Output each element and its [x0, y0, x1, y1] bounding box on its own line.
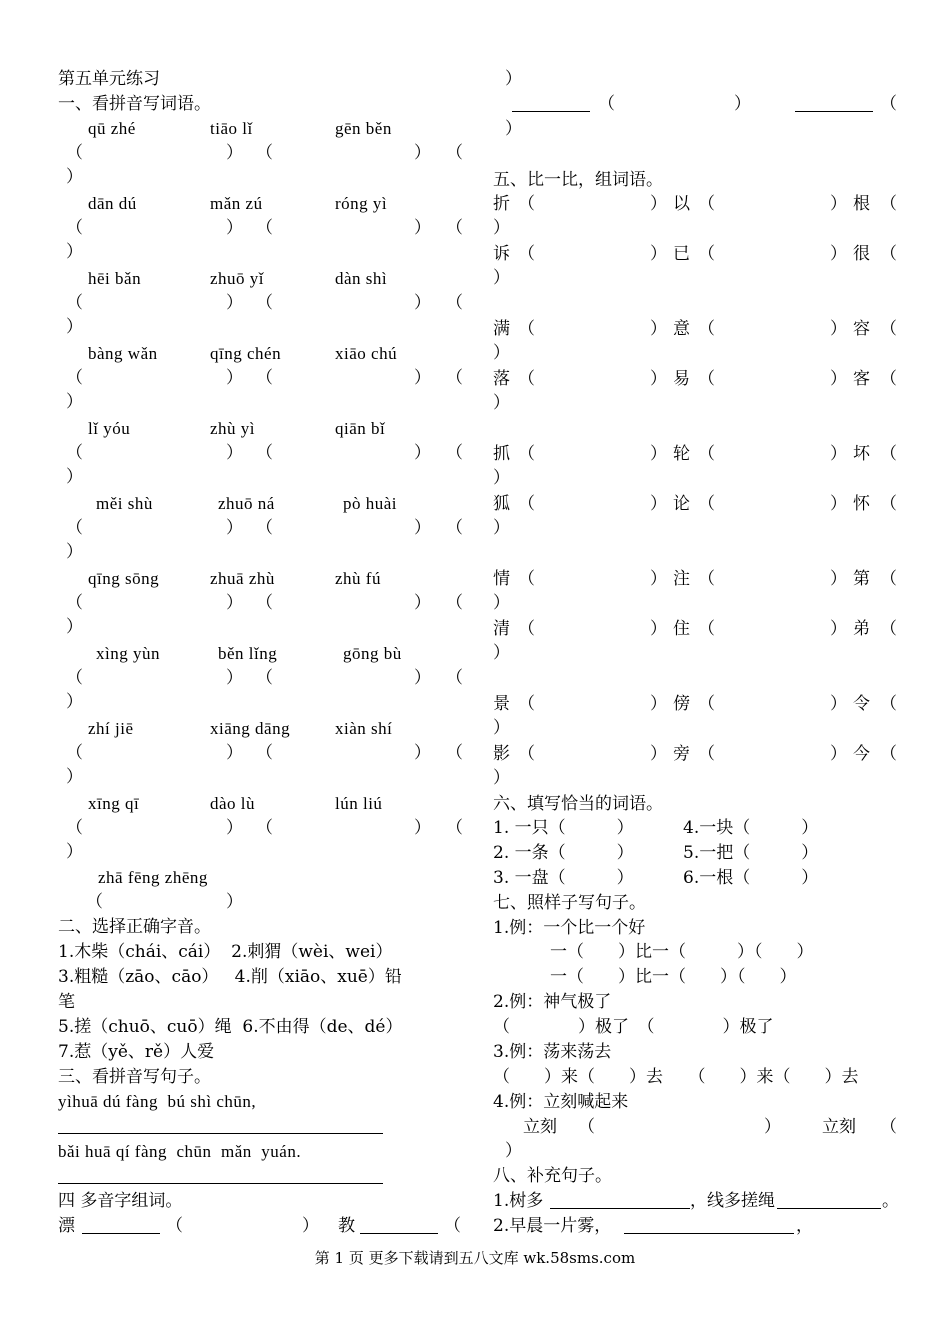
compare-char: 清 — [493, 619, 510, 639]
bracket-close: ） — [66, 542, 83, 562]
sentence-answer-line[interactable] — [550, 1208, 690, 1209]
bracket-close: ） — [66, 692, 83, 712]
bracket-open: （ — [446, 518, 463, 538]
bracket-open: （ — [880, 94, 897, 114]
measure-word-item: 1. 一只（ ） — [493, 818, 634, 838]
bracket-close: ） — [414, 443, 431, 463]
bracket-close: ） — [650, 569, 667, 589]
bracket-close: ） — [66, 617, 83, 637]
bracket-open: （ — [66, 443, 83, 463]
bracket-open: （ — [698, 244, 715, 264]
bracket-close: ） — [414, 218, 431, 238]
bracket-close: ） — [650, 494, 667, 514]
bracket-close: ） — [493, 518, 510, 538]
bracket-close: ） — [493, 593, 510, 613]
bracket-open: （ — [698, 369, 715, 389]
compare-char: 今 — [853, 744, 870, 764]
fill-sentence: 1.树多 — [493, 1191, 544, 1211]
pinyin-prompt: xìng yùn — [96, 644, 160, 663]
compare-char: 以 — [673, 194, 690, 214]
bracket-open: （ — [446, 293, 463, 313]
pinyin-prompt: dào lù — [210, 794, 256, 813]
compare-char: 第 — [853, 569, 870, 589]
bracket-open: （ — [256, 443, 273, 463]
polyphone-answer-line[interactable] — [795, 111, 873, 112]
bracket-close: ） — [650, 319, 667, 339]
bracket-close: ） — [493, 218, 510, 238]
bracket-close: ） — [226, 518, 243, 538]
pinyin-prompt: zhā fēng zhēng — [98, 868, 208, 887]
bracket-close: ） — [226, 668, 243, 688]
choice-line: 笔 — [58, 992, 75, 1012]
bracket-open: （ — [698, 569, 715, 589]
fill-sentence: ，线多搓绳 — [690, 1191, 775, 1211]
fill-sentence: 。 — [882, 1191, 899, 1211]
bracket-close: ） — [302, 1216, 319, 1236]
pinyin-prompt: zhuā zhù — [210, 569, 275, 588]
bracket-open: （ — [66, 518, 83, 538]
bracket-open: （ — [698, 444, 715, 464]
compare-char: 情 — [493, 569, 510, 589]
bracket-open: （ — [446, 668, 463, 688]
bracket-open: （ — [880, 194, 897, 214]
sentence-pinyin: bǎi huā qí fàng chūn mǎn yuán. — [58, 1142, 302, 1161]
bracket-close: ） — [66, 242, 83, 262]
bracket-open: （ — [446, 818, 463, 838]
pinyin-prompt: xiāng dāng — [210, 719, 291, 738]
bracket-close: ） — [650, 619, 667, 639]
bracket-open: （ — [698, 494, 715, 514]
section-4-heading: 四 多音字组词。 — [58, 1191, 183, 1211]
bracket-close: ） — [830, 194, 847, 214]
compare-char: 景 — [493, 694, 510, 714]
compare-char: 落 — [493, 369, 510, 389]
pattern-line: （ ）极了 （ ）极了 — [493, 1017, 774, 1037]
compare-char: 抓 — [493, 444, 510, 464]
pinyin-prompt: pò huài — [343, 494, 398, 513]
pinyin-prompt: zhù yì — [210, 419, 256, 438]
polyphone-answer-line[interactable] — [360, 1233, 438, 1234]
bracket-open: （ — [446, 143, 463, 163]
pinyin-prompt: dān dú — [88, 194, 137, 213]
bracket-open: （ — [66, 668, 83, 688]
bracket-close: ） — [414, 668, 431, 688]
bracket-open: （ — [86, 892, 103, 912]
bracket-close: ） — [493, 393, 510, 413]
pinyin-prompt: xiāo chú — [335, 344, 398, 363]
sentence-pinyin: yìhuā dú fàng bú shì chūn, — [58, 1092, 257, 1111]
pinyin-prompt: gōng bù — [343, 644, 402, 663]
bracket-open: （ — [518, 694, 535, 714]
polyphone-char: 漂 — [58, 1216, 75, 1236]
pinyin-prompt: xiàn shí — [335, 719, 393, 738]
choice-line: 7.惹（yě、rě）人爱 — [58, 1042, 215, 1062]
bracket-open: （ — [518, 194, 535, 214]
compare-char: 折 — [493, 194, 510, 214]
pinyin-prompt: qū zhé — [88, 119, 136, 138]
compare-char: 住 — [673, 619, 690, 639]
compare-char: 满 — [493, 319, 510, 339]
fill-sentence: ， — [796, 1216, 813, 1236]
bracket-open: （ — [66, 293, 83, 313]
bracket-close: ） — [226, 818, 243, 838]
bracket-open: （ — [446, 593, 463, 613]
section-2-heading: 二、选择正确字音。 — [58, 917, 211, 937]
section-6-heading: 六、填写恰当的词语。 — [493, 794, 663, 814]
bracket-close: ） — [650, 744, 667, 764]
bracket-close: ） — [66, 317, 83, 337]
pinyin-prompt: zhí jiē — [88, 719, 134, 738]
bracket-open: （ — [66, 593, 83, 613]
bracket-close: ） — [414, 143, 431, 163]
pinyin-prompt: lún liú — [335, 794, 383, 813]
pinyin-prompt: dàn shì — [335, 269, 388, 288]
pinyin-prompt: bàng wǎn — [88, 344, 158, 363]
bracket-open: （ — [880, 619, 897, 639]
bracket-close: ） — [226, 743, 243, 763]
bracket-open: （ — [446, 443, 463, 463]
bracket-close: ） — [830, 319, 847, 339]
choice-line: 5.搓（chuō、cuō）绳 6.不由得（de、dé） — [58, 1017, 403, 1037]
bracket-close: ） — [830, 244, 847, 264]
example-line: 4.例：立刻喊起来 — [493, 1092, 629, 1112]
compare-char: 旁 — [673, 744, 690, 764]
pinyin-prompt: gēn běn — [335, 119, 392, 138]
bracket-open: （ — [66, 218, 83, 238]
compare-char: 狐 — [493, 494, 510, 514]
pinyin-prompt: měi shù — [96, 494, 153, 513]
bracket-open: （ — [880, 369, 897, 389]
bracket-close: ） — [414, 743, 431, 763]
compare-char: 客 — [853, 369, 870, 389]
bracket-open: （ — [880, 494, 897, 514]
bracket-close: ） — [226, 218, 243, 238]
section-3-heading: 三、看拼音写句子。 — [58, 1067, 211, 1087]
bracket-close: ） — [493, 718, 510, 738]
compare-char: 坏 — [853, 444, 870, 464]
compare-char: 傍 — [673, 694, 690, 714]
fill-sentence: 2.早晨一片雾， — [493, 1216, 612, 1236]
bracket-open: （ — [518, 444, 535, 464]
bracket-open: （ — [444, 1216, 461, 1236]
bracket-open: （ — [880, 694, 897, 714]
bracket-close: ） — [493, 768, 510, 788]
bracket-close: ） — [66, 842, 83, 862]
pinyin-prompt: qiān bǐ — [335, 419, 386, 438]
measure-word-item: 4.一块（ ） — [683, 818, 819, 838]
compare-char: 很 — [853, 244, 870, 264]
bracket-open: （ — [518, 569, 535, 589]
pinyin-prompt: qīng chén — [210, 344, 282, 363]
bracket-open: （ — [880, 569, 897, 589]
measure-word-item: 3. 一盘（ ） — [493, 868, 634, 888]
bracket-open: （ — [698, 194, 715, 214]
compare-char: 意 — [673, 319, 690, 339]
bracket-close: ） — [226, 143, 243, 163]
bracket-open: （ — [256, 143, 273, 163]
bracket-open: （ — [256, 293, 273, 313]
bracket-close: ） — [650, 444, 667, 464]
bracket-open: （ — [880, 244, 897, 264]
pinyin-prompt: hēi bǎn — [88, 269, 142, 288]
bracket-close: ） — [650, 194, 667, 214]
measure-word-item: 5.一把（ ） — [683, 843, 819, 863]
bracket-close: ） — [414, 293, 431, 313]
bracket-open: （ — [518, 744, 535, 764]
bracket-close: ） — [226, 293, 243, 313]
pinyin-prompt: tiāo lǐ — [210, 119, 253, 138]
bracket-close: ） — [66, 467, 83, 487]
bracket-close: ） — [493, 268, 510, 288]
bracket-close: ） — [830, 369, 847, 389]
bracket-open: （ — [446, 218, 463, 238]
pinyin-prompt: zhù fú — [335, 569, 381, 588]
bracket-close: ） — [650, 369, 667, 389]
bracket-open: （ — [66, 818, 83, 838]
bracket-close: ） — [226, 368, 243, 388]
page-footer: 第 1 页 更多下载请到五八文库 wk.58sms.com — [314, 1249, 636, 1267]
bracket-open: （ — [698, 619, 715, 639]
polyphone-answer-line[interactable] — [82, 1233, 160, 1234]
sentence-answer-line[interactable] — [58, 1133, 383, 1134]
bracket-open: （ — [166, 1216, 183, 1236]
page-title: 第五单元练习 — [58, 69, 160, 89]
compare-char: 怀 — [853, 494, 870, 514]
bracket-open: （ — [256, 368, 273, 388]
bracket-open: （ — [256, 218, 273, 238]
bracket-open: （ — [880, 1117, 897, 1137]
bracket-close: ） — [505, 69, 522, 89]
bracket-close: ） — [505, 119, 522, 139]
pattern-line: 立刻 — [523, 1117, 557, 1137]
compare-char: 影 — [493, 744, 510, 764]
compare-char: 容 — [853, 319, 870, 339]
sentence-answer-line[interactable] — [624, 1233, 794, 1234]
bracket-open: （ — [256, 593, 273, 613]
bracket-close: ） — [414, 368, 431, 388]
pinyin-prompt: zhuō ná — [218, 494, 275, 513]
bracket-close: ） — [734, 94, 751, 114]
bracket-open: （ — [698, 319, 715, 339]
bracket-open: （ — [66, 368, 83, 388]
bracket-close: ） — [830, 494, 847, 514]
bracket-close: ） — [764, 1117, 781, 1137]
bracket-close: ） — [414, 818, 431, 838]
section-1-heading: 一、看拼音写词语。 — [58, 94, 211, 114]
bracket-close: ） — [226, 443, 243, 463]
pinyin-prompt: róng yì — [335, 194, 388, 213]
bracket-open: （ — [446, 368, 463, 388]
compare-char: 轮 — [673, 444, 690, 464]
bracket-open: （ — [698, 744, 715, 764]
bracket-close: ） — [830, 694, 847, 714]
pattern-line: （ ）来（ ）去 （ ）来（ ）去 — [493, 1067, 859, 1087]
bracket-close: ） — [226, 892, 243, 912]
compare-char: 论 — [673, 494, 690, 514]
bracket-close: ） — [493, 343, 510, 363]
bracket-close: ） — [66, 392, 83, 412]
section-5-heading: 五、比一比，组词语。 — [493, 170, 663, 190]
bracket-close: ） — [493, 643, 510, 663]
example-line: 1.例：一个比一个好 — [493, 918, 646, 938]
example-line: 3.例：荡来荡去 — [493, 1042, 612, 1062]
bracket-close: ） — [493, 468, 510, 488]
bracket-open: （ — [578, 1117, 595, 1137]
pinyin-prompt: zhuō yǐ — [210, 269, 265, 288]
bracket-close: ） — [830, 744, 847, 764]
compare-char: 根 — [853, 194, 870, 214]
bracket-open: （ — [256, 818, 273, 838]
compare-char: 诉 — [493, 244, 510, 264]
bracket-close: ） — [650, 244, 667, 264]
bracket-close: ） — [830, 444, 847, 464]
bracket-open: （ — [256, 518, 273, 538]
bracket-open: （ — [518, 244, 535, 264]
bracket-close: ） — [650, 694, 667, 714]
polyphone-answer-line[interactable] — [512, 111, 590, 112]
pinyin-prompt: běn lǐng — [218, 644, 278, 663]
bracket-open: （ — [518, 319, 535, 339]
bracket-open: （ — [598, 94, 615, 114]
compare-char: 弟 — [853, 619, 870, 639]
pinyin-prompt: mǎn zú — [210, 194, 263, 213]
bracket-close: ） — [830, 569, 847, 589]
bracket-open: （ — [256, 668, 273, 688]
bracket-close: ） — [414, 593, 431, 613]
bracket-close: ） — [414, 518, 431, 538]
pinyin-prompt: lǐ yóu — [88, 419, 131, 438]
bracket-open: （ — [446, 743, 463, 763]
choice-line: 1.木柴（chái、cái） 2.刺猬（wèi、wei） — [58, 942, 393, 962]
bracket-close: ） — [226, 593, 243, 613]
bracket-open: （ — [880, 444, 897, 464]
bracket-open: （ — [698, 694, 715, 714]
polyphone-char: 教 — [338, 1216, 355, 1236]
bracket-open: （ — [66, 743, 83, 763]
example-line: 2.例：神气极了 — [493, 992, 612, 1012]
compare-char: 已 — [673, 244, 690, 264]
bracket-close: ） — [66, 767, 83, 787]
compare-char: 令 — [853, 694, 870, 714]
sentence-answer-line[interactable] — [58, 1183, 383, 1184]
choice-line: 3.粗糙（zāo、cāo） 4.削（xiāo、xuē）铅 — [58, 967, 402, 987]
pattern-line: 一（ ）比一（ ）（ ） — [550, 942, 814, 962]
compare-char: 注 — [673, 569, 690, 589]
measure-word-item: 2. 一条（ ） — [493, 843, 634, 863]
bracket-close: ） — [66, 167, 83, 187]
compare-char: 易 — [673, 369, 690, 389]
pattern-line: 一（ ）比一（ ）（ ） — [550, 967, 797, 987]
bracket-open: （ — [880, 744, 897, 764]
pattern-line: 立刻 — [822, 1117, 856, 1137]
bracket-open: （ — [518, 494, 535, 514]
pinyin-prompt: qīng sōng — [88, 569, 160, 588]
sentence-answer-line[interactable] — [777, 1208, 881, 1209]
section-8-heading: 八、补充句子。 — [493, 1166, 612, 1186]
bracket-close: ） — [505, 1141, 522, 1161]
bracket-open: （ — [518, 369, 535, 389]
measure-word-item: 6.一根（ ） — [683, 868, 819, 888]
bracket-open: （ — [518, 619, 535, 639]
bracket-open: （ — [880, 319, 897, 339]
bracket-open: （ — [66, 143, 83, 163]
bracket-close: ） — [830, 619, 847, 639]
pinyin-prompt: xīng qī — [88, 794, 140, 813]
section-7-heading: 七、照样子写句子。 — [493, 893, 646, 913]
bracket-open: （ — [256, 743, 273, 763]
